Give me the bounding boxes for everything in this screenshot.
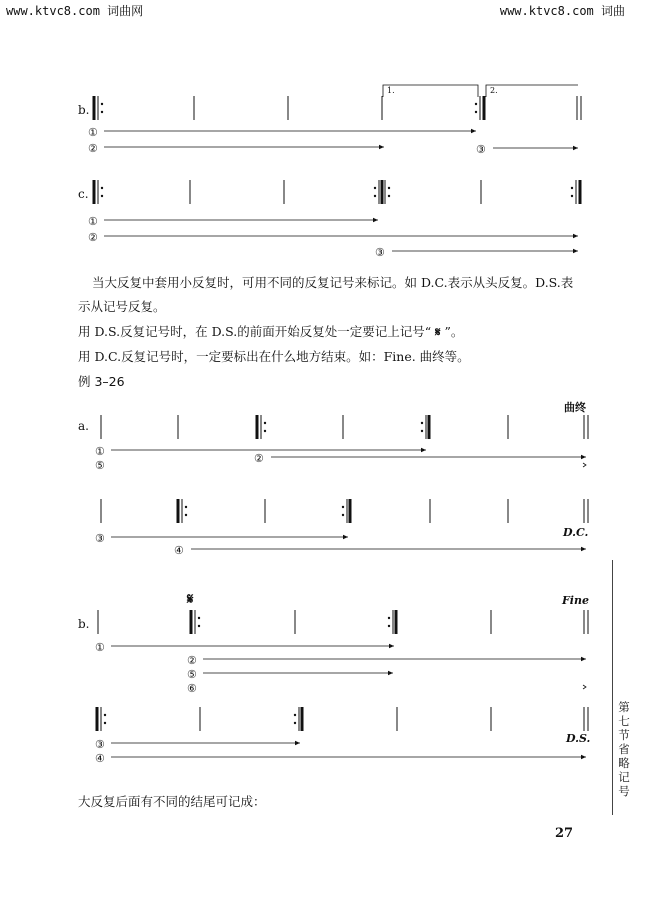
example-label: c. bbox=[78, 187, 89, 201]
order-3: ③ bbox=[476, 143, 486, 156]
order-2: ② bbox=[88, 142, 98, 155]
order-5: ⑤ bbox=[187, 668, 197, 681]
order-5: ⑤ bbox=[95, 459, 105, 472]
segno-inline: 𝄋 bbox=[435, 324, 441, 339]
example-a-326 bbox=[78, 400, 589, 557]
segno-sign: 𝄋 bbox=[187, 590, 194, 608]
example-b-326 bbox=[78, 590, 591, 765]
watermark-left: www.ktvc8.com 词曲网 bbox=[6, 4, 144, 18]
order-2: ② bbox=[187, 654, 197, 667]
example-label: a. bbox=[78, 419, 89, 433]
fine-marking: Fine bbox=[562, 594, 589, 607]
dc-marking: D.C. bbox=[563, 526, 589, 539]
order-4: ④ bbox=[174, 544, 184, 557]
paragraph-1-line-1: 当大反复中套用小反复时，可用不同的反复记号来标记。如 D.C.表示从头反复。D.S.表 bbox=[92, 275, 574, 290]
ending-1-label: 1. bbox=[387, 86, 395, 95]
order-2: ② bbox=[254, 452, 264, 465]
order-2: ② bbox=[88, 231, 98, 244]
ending-2-label: 2. bbox=[490, 86, 498, 95]
paragraph-1-line-2: 示从记号反复。 bbox=[78, 299, 166, 314]
watermark-right: www.ktvc8.com 词曲 bbox=[499, 4, 625, 18]
example-label: b. bbox=[78, 103, 90, 117]
fine-text: 曲终 bbox=[564, 401, 586, 414]
example-title: 例 3–26 bbox=[78, 374, 125, 389]
paragraph-3: 用 D.C.反复记号时，一定要标出在什么地方结束。如：Fine. 曲终等。 bbox=[78, 349, 470, 364]
example-b-top bbox=[78, 85, 581, 156]
order-3: ③ bbox=[95, 532, 105, 545]
page-number: 27 bbox=[555, 826, 574, 841]
paragraph-2-after: ”。 bbox=[444, 324, 464, 339]
order-3: ③ bbox=[375, 246, 385, 259]
example-label: b. bbox=[78, 617, 90, 631]
order-4: ④ bbox=[95, 752, 105, 765]
order-1: ① bbox=[88, 215, 98, 228]
example-c bbox=[78, 180, 580, 259]
order-1: ① bbox=[95, 641, 105, 654]
paragraph-2-before: 用 D.S.反复记号时，在 D.S.的前面开始反复处一定要记上记号“ bbox=[78, 324, 432, 339]
ds-marking: D.S. bbox=[566, 732, 591, 745]
side-tab-line bbox=[612, 560, 613, 815]
order-3: ③ bbox=[95, 738, 105, 751]
order-6: ⑥ bbox=[187, 682, 197, 695]
order-1: ① bbox=[88, 126, 98, 139]
closing-sentence: 大反复后面有不同的结尾可记成： bbox=[78, 794, 266, 809]
side-section-title: 省略记号 bbox=[618, 742, 630, 798]
paragraph-2 bbox=[78, 323, 463, 341]
side-section-number: 第七节 bbox=[618, 700, 630, 742]
order-1: ① bbox=[95, 445, 105, 458]
